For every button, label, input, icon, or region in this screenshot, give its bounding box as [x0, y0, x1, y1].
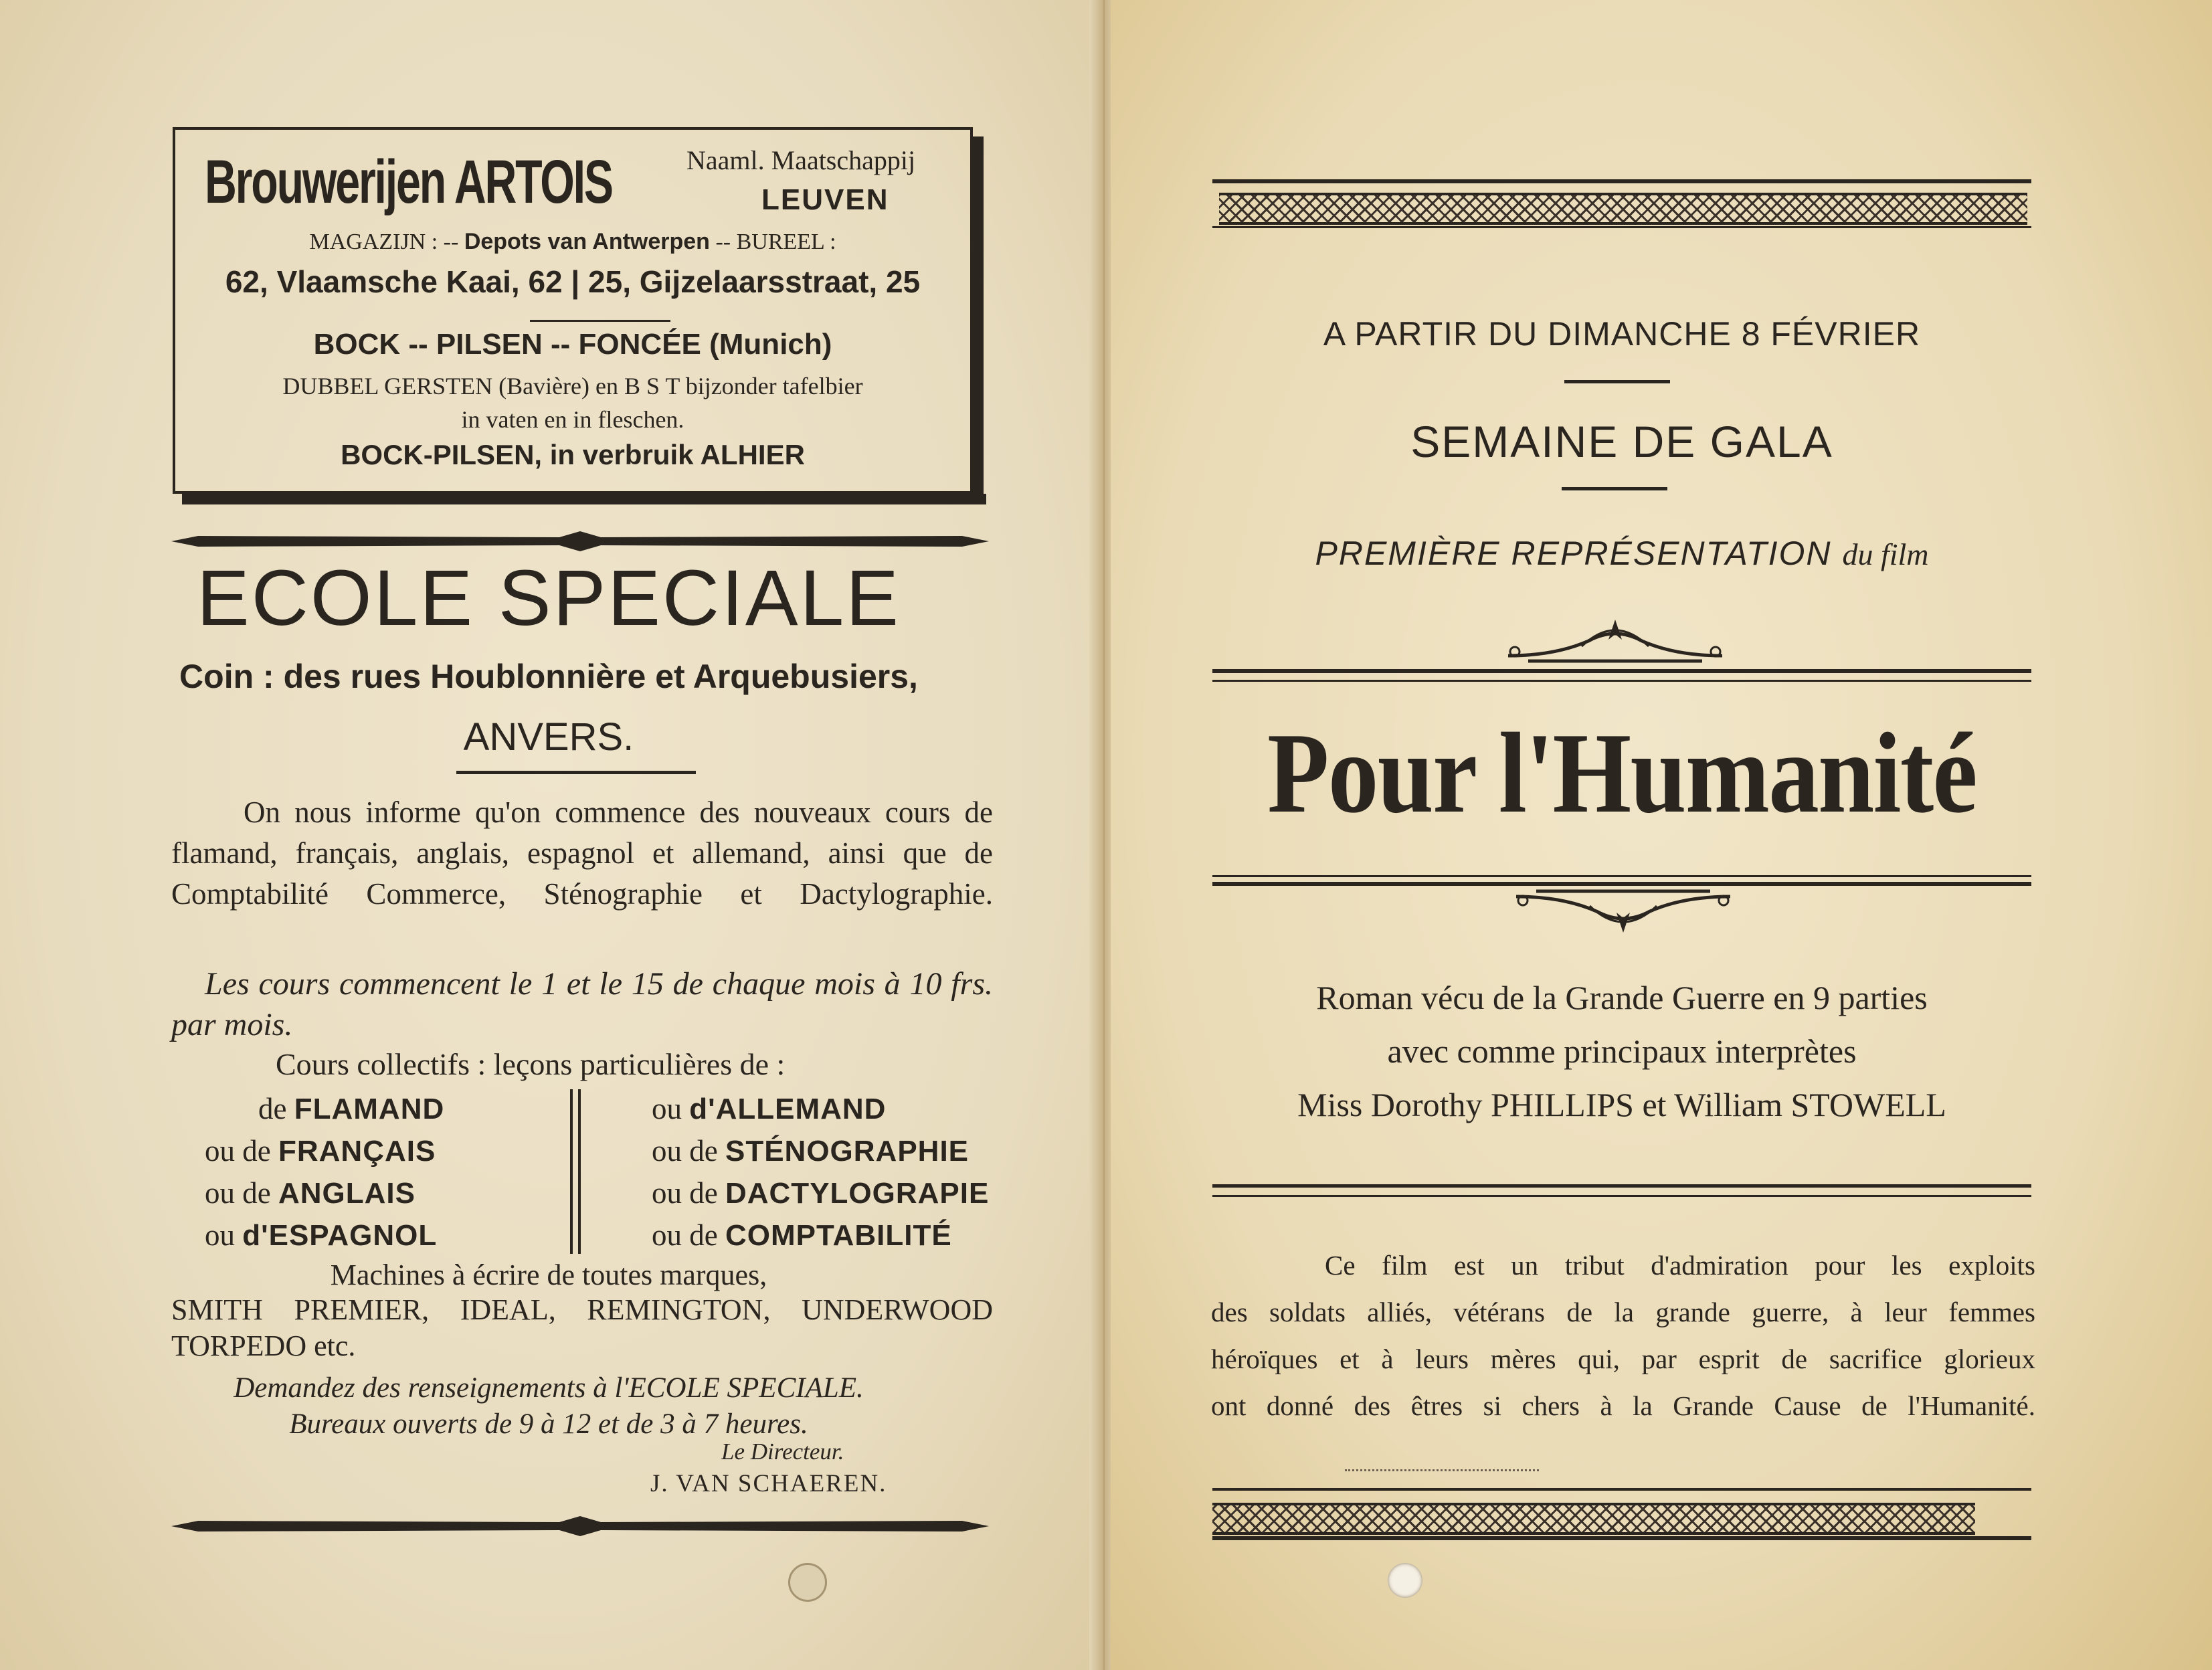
du-film-label: du film	[1842, 537, 1929, 571]
languages-right-column	[652, 1088, 989, 1257]
ecole-signature: J. VAN SCHAEREN.	[650, 1470, 887, 1497]
short-divider	[1562, 487, 1667, 490]
decorative-rule	[1212, 179, 2031, 183]
film-tribute-paragraph	[1211, 1242, 2035, 1429]
language-separator	[570, 1089, 573, 1254]
artois-company-type: Naaml. Maatschappij	[686, 145, 916, 175]
languages-left-column	[205, 1088, 444, 1257]
left-page	[0, 0, 1097, 1670]
artois-brand: Brouwerijen ARTOIS	[205, 148, 612, 216]
magazijn-label: MAGAZIJN : --	[309, 229, 459, 254]
artois-city: LEUVEN	[761, 183, 889, 216]
artois-dubbel: DUBBEL GERSTEN (Bavière) en B S T bijzonder tafelbier	[282, 373, 863, 399]
film-cast: Miss Dorothy PHILLIPS et William STOWELL	[1297, 1086, 1946, 1123]
ecole-city: ANVERS.	[463, 715, 634, 759]
ecole-intro: On nous informe qu'on commence des nouveaux cours de flamand, français, anglais, espagnol et allemand, ainsi que de Comptabilité Commerce, Sténographie et Dactylographie.	[171, 796, 993, 911]
depots-label: Depots van Antwerpen	[464, 229, 710, 254]
language-item: de FLAMAND	[258, 1092, 445, 1125]
language-item: ou d'ALLEMAND	[652, 1092, 887, 1125]
decorative-rule	[1212, 1488, 2031, 1491]
artois-depot-line	[175, 229, 970, 255]
short-divider	[1564, 380, 1670, 383]
city-underline	[456, 771, 696, 774]
ecole-machines: Machines à écrire de toutes marques,	[330, 1259, 767, 1291]
tribute-line: ont donné des êtres si chers à la Grande Cause de l'Humanité.	[1211, 1390, 2035, 1421]
section-rule	[1212, 1184, 2031, 1188]
spear-divider-top	[171, 530, 989, 553]
ornament-top-icon	[1501, 614, 1729, 668]
artois-beers: BOCK -- PILSEN -- FONCÉE (Munich)	[313, 328, 832, 361]
language-item: ou de ANGLAIS	[205, 1176, 416, 1210]
language-item: ou de FRANÇAIS	[205, 1134, 436, 1168]
decorative-rule	[1212, 1536, 2031, 1540]
ecole-title: ECOLE SPECIALE	[197, 554, 901, 642]
screening-date: A PARTIR DU DIMANCHE 8 FÉVRIER	[1323, 315, 1921, 353]
tribute-line: Ce film est un tribut d'admiration pour les exploits	[1325, 1250, 2035, 1281]
gala-week: SEMAINE DE GALA	[1410, 417, 1833, 466]
section-rule	[1212, 1195, 2031, 1197]
ecole-courses: Les cours commencent le 1 et le 15 de chaque mois à 10 frs. par mois.	[171, 966, 993, 1042]
premiere-line	[1210, 534, 2034, 573]
premiere-label: PREMIÈRE REPRÉSENTATION	[1315, 535, 1832, 572]
ecole-demandez: Demandez des renseignements à l'ECOLE SPECIALE.	[234, 1372, 864, 1404]
film-description: Roman vécu de la Grande Guerre en 9 parties	[1316, 979, 1928, 1016]
language-item: ou de STÉNOGRAPHIE	[652, 1134, 970, 1168]
ecole-directeur: Le Directeur.	[721, 1439, 844, 1465]
ecole-torpedo: TORPEDO etc.	[171, 1329, 356, 1362]
artois-advertisement	[173, 127, 973, 494]
artois-divider	[530, 320, 670, 322]
faint-mark	[1345, 1469, 1539, 1475]
language-item: ou d'ESPAGNOL	[205, 1218, 438, 1252]
film-title: Pour l'Humanité	[1267, 710, 1976, 837]
ecole-typewriter-brands: SMITH PREMIER, IDEAL, REMINGTON, UNDERWOOD	[171, 1293, 993, 1326]
title-rule	[1212, 669, 2031, 673]
tribute-line: héroïques et à leurs mères qui, par esprit de sacrifice glorieux	[1211, 1343, 2035, 1374]
ecole-bureaux: Bureaux ouverts de 9 à 12 et de 3 à 7 heures.	[289, 1408, 808, 1440]
title-rule	[1212, 875, 2031, 877]
tribute-line: des soldats alliés, vétérans de la grande guerre, à leur femmes	[1211, 1297, 2035, 1327]
language-item: ou de DACTYLOGRAPIE	[652, 1176, 990, 1210]
ecole-collectifs: Cours collectifs : leçons particulières de :	[276, 1047, 786, 1081]
film-cast-intro: avec comme principaux interprètes	[1387, 1032, 1857, 1070]
artois-vaten: in vaten en in fleschen.	[461, 406, 684, 433]
bureel-label: -- BUREEL :	[715, 229, 836, 254]
decorative-band-top	[1219, 193, 2027, 225]
ecole-corner: Coin : des rues Houblonnière et Arquebusiers,	[179, 658, 918, 695]
ornament-bottom-icon	[1509, 885, 1737, 938]
language-item: ou de COMPTABILITÉ	[652, 1218, 952, 1252]
artois-address: 62, Vlaamsche Kaai, 62 | 25, Gijzelaarsstraat, 25	[225, 264, 921, 299]
decorative-band-bottom	[1212, 1503, 1975, 1535]
artois-bock-pilsen: BOCK-PILSEN, in verbruik ALHIER	[341, 439, 805, 470]
title-rule	[1212, 680, 2031, 682]
punch-hole	[788, 1563, 827, 1602]
decorative-rule	[1212, 226, 2031, 228]
spear-divider-bottom	[171, 1515, 989, 1538]
language-separator	[578, 1089, 581, 1254]
punch-hole	[1388, 1563, 1422, 1598]
